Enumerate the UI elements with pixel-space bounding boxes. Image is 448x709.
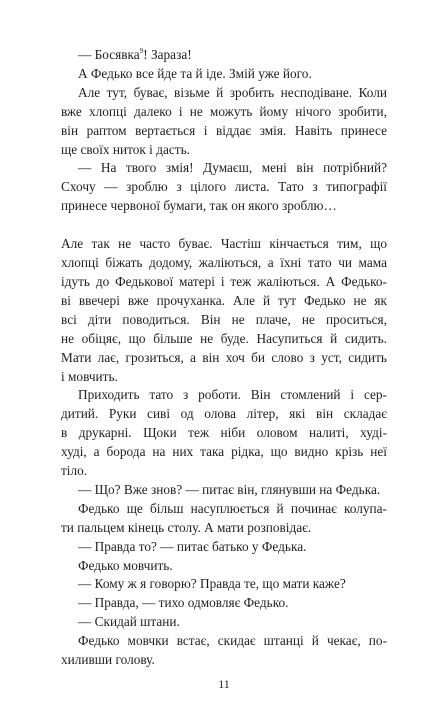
paragraph-7	[61, 481, 387, 500]
paragraph-3	[61, 84, 387, 160]
line-text: хлопці біжать додому, жаліються, а їхні тато чи мама	[61, 255, 387, 271]
paragraph-11	[61, 575, 387, 594]
paragraph-14	[61, 632, 387, 670]
line-text: — Що? Вже знов? — питає він, глянувши на Федька.	[78, 481, 381, 497]
line-text: вже хлопці далеко і не можуть йому нічого зробити,	[61, 103, 387, 119]
line-text: і мовчить.	[61, 368, 118, 384]
paragraph-5	[61, 235, 387, 386]
line-text: ти пальцем кінець столу. А мати розповідає.	[61, 519, 312, 535]
line-text: — Скидай штани.	[78, 614, 180, 630]
footnote-marker[interactable]: 9	[139, 47, 144, 55]
line-text: ві ввечері вже прочуханка. Але й тут Федько не як	[61, 292, 387, 308]
line-text: — На твого змія! Думаєш, мені він потрібний?	[78, 160, 387, 176]
line-text: в друкарні. Щоки теж ніби оловом налиті, худі-	[61, 425, 387, 441]
line-text: худі, а борода на них така рідка, що видно крізь неї	[61, 444, 387, 460]
paragraph-9	[61, 538, 387, 557]
paragraph-2	[61, 65, 387, 84]
line-text: — Правда, — тихо одмовляє Федько.	[78, 595, 289, 611]
line-text: тіло.	[61, 463, 88, 479]
line-text: принесе червоної бумаги, так он якого зроблю…	[61, 198, 337, 214]
paragraph-12	[61, 594, 387, 613]
line-text: хиливши голову.	[61, 652, 155, 668]
line-text: ідуть до Федькової матері і теж жаліються. А Федько-	[61, 273, 387, 289]
line-text: всі діти поводиться. Він не плаче, не проситься,	[61, 311, 387, 327]
paragraph-6	[61, 386, 387, 481]
line-text: — Кому ж я говорю? Правда те, що мати каже?	[78, 576, 346, 592]
line-text: Федько ще більш насуплюється й починає колупа-	[78, 500, 387, 516]
line-text: — Босявка	[78, 47, 140, 62]
line-text: ! Зараза!	[143, 47, 192, 62]
line-text: Приходить тато з роботи. Він стомлений і сер-	[78, 387, 387, 403]
line-text: ще своїх ниток і дасть.	[61, 141, 190, 157]
paragraph-10	[61, 557, 387, 576]
text-body	[61, 46, 387, 670]
page-number: 11	[218, 677, 230, 691]
line-text: не обіцяє, що більше не буде. Насупиться й сидить.	[61, 330, 387, 346]
paragraph-1	[61, 46, 387, 65]
line-text: дитий. Руки сиві од олова літер, які він складає	[61, 406, 387, 422]
line-text: — Правда то? — питає батько у Федька.	[78, 538, 307, 554]
paragraph-13	[61, 613, 387, 632]
line-text: А Федько все йде та й іде. Змій уже його.	[78, 65, 312, 81]
line-text: Але так не часто буває. Частіш кінчається тим, що	[61, 236, 387, 252]
paragraph-4	[61, 159, 387, 216]
paragraph-8	[61, 500, 387, 538]
section-break	[61, 216, 387, 235]
line-text: Федько мовчки встає, скидає штанці й чекає, по-	[78, 633, 387, 649]
line-text: він раптом вертається і віддає змія. Навіть принесе	[61, 122, 387, 138]
line-text: Схочу — зроблю з цілого листа. Тато з типографії	[61, 179, 387, 195]
line-text: Але тут, буває, візьме й зробить несподіване. Коли	[78, 84, 387, 100]
line-text: Федько мовчить.	[78, 557, 173, 573]
line-text: Мати лає, грозиться, а він хоч би слово з уст, сидить	[61, 349, 387, 365]
